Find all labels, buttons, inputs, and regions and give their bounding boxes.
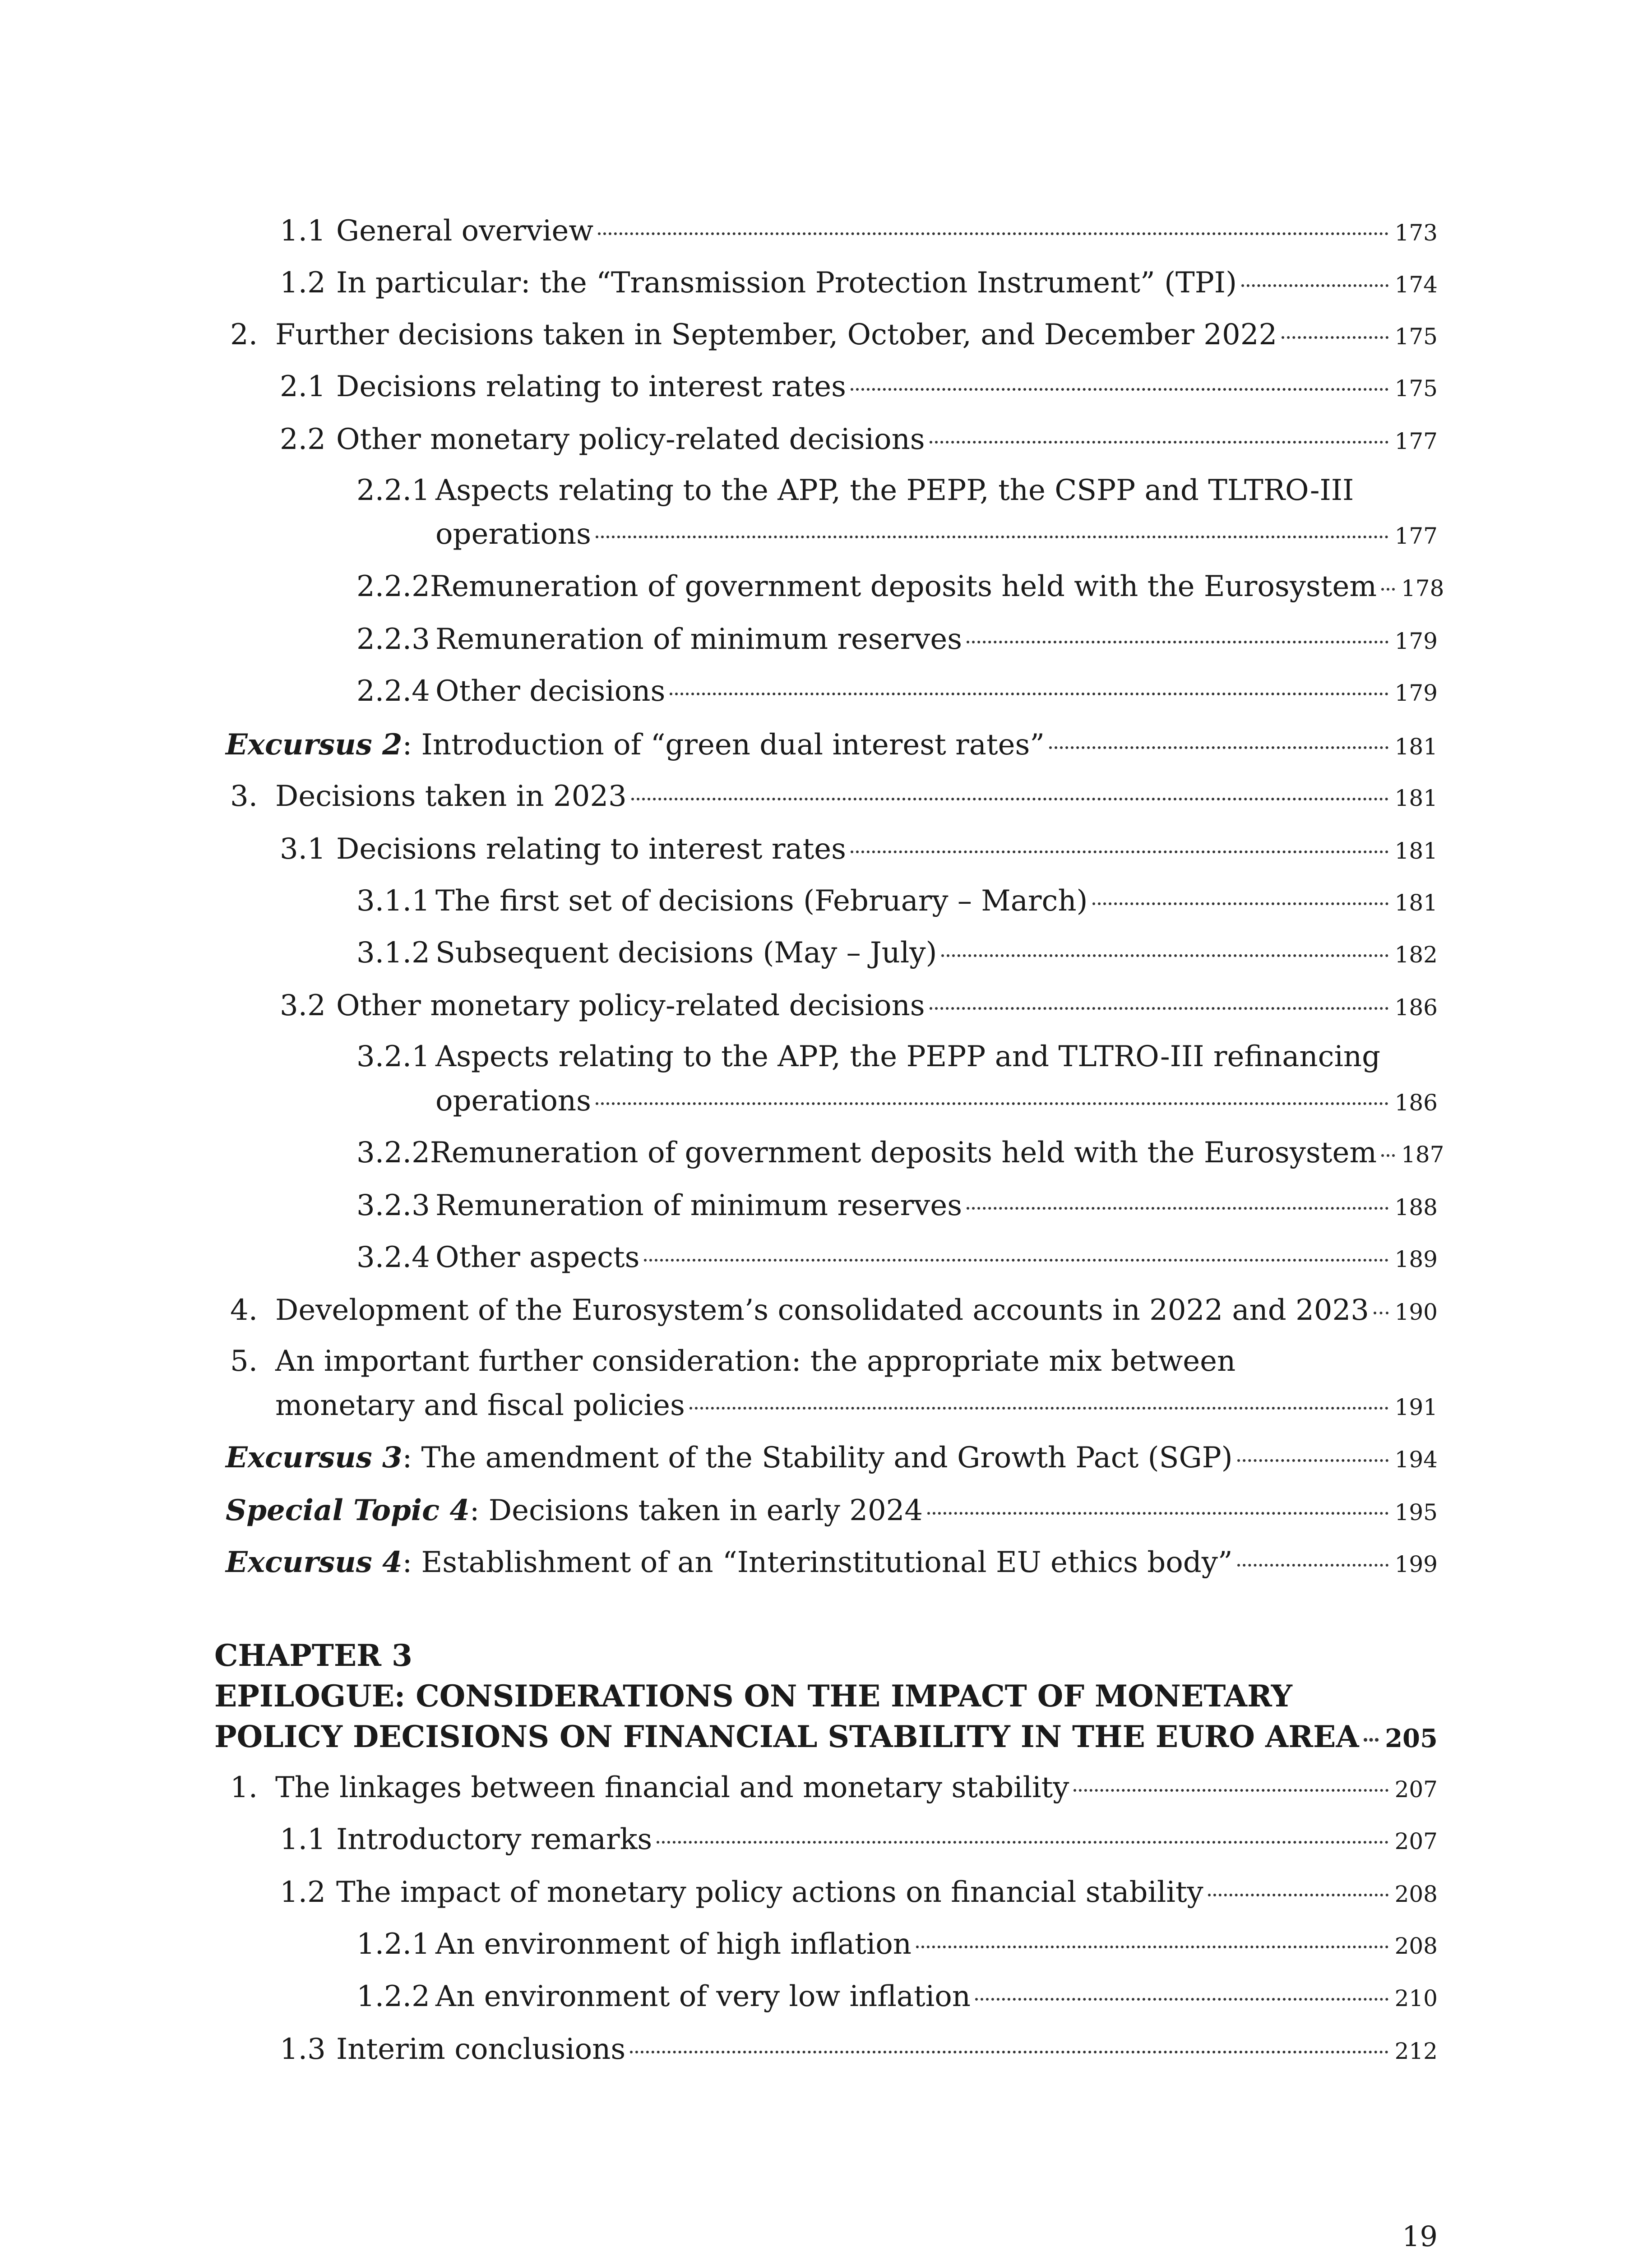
entry-title: In particular: the “Transmission Protection Instrument” (TPI)	[336, 266, 1237, 300]
entry-title: Introductory remarks	[336, 1823, 652, 1856]
entry-number: 3.	[230, 780, 258, 813]
entry-page: 191	[1394, 1394, 1438, 1420]
entry-title: The impact of monetary policy actions on financial stability	[336, 1876, 1203, 1909]
entry-title-line1: An important further consideration: the appropriate mix between	[275, 1345, 1236, 1378]
dot-leader	[927, 1512, 1388, 1515]
entry-page: 179	[1394, 628, 1438, 654]
entry-page: 212	[1394, 2038, 1438, 2064]
toc-entry	[230, 1294, 1438, 1327]
entry-page: 175	[1394, 375, 1438, 402]
entry-page: 189	[1394, 1246, 1438, 1272]
toc-entry	[280, 266, 1438, 300]
entry-title: Decisions relating to interest rates	[336, 370, 846, 403]
entry-title-line1: Aspects relating to the APP, the PEPP and TLTRO-III refinancing	[435, 1040, 1381, 1073]
toc-entry	[356, 884, 1438, 918]
entry-label: Excursus 4	[226, 1545, 403, 1579]
toc-entry-excursus	[226, 1441, 1438, 1475]
dot-leader	[644, 1259, 1388, 1262]
toc-entry	[356, 675, 1438, 708]
entry-title-line1: Aspects relating to the APP, the PEPP, the CSPP and TLTRO-III	[435, 474, 1354, 507]
entry-page: 177	[1394, 428, 1438, 454]
entry-title: Development of the Eurosystem’s consolidated accounts in 2022 and 2023	[275, 1294, 1369, 1327]
entry-title: Decisions relating to interest rates	[336, 832, 846, 866]
entry-number: 2.2.3	[356, 623, 430, 656]
dot-leader	[631, 798, 1388, 800]
entry-title: Further decisions taken in September, October, and December 2022	[275, 318, 1277, 351]
entry-number: 1.2.2	[356, 1980, 430, 2013]
dot-leader	[598, 232, 1388, 235]
entry-number: 2.2.4	[356, 675, 430, 708]
toc-entry-first-line	[356, 474, 1354, 507]
dot-leader	[596, 536, 1388, 538]
dot-leader	[916, 1946, 1388, 1948]
entry-title: : The amendment of the Stability and Growth Pact (SGP)	[402, 1441, 1233, 1475]
entry-page: 178	[1401, 575, 1444, 601]
entry-title: The first set of decisions (February – March)	[435, 884, 1088, 918]
entry-number: 4.	[230, 1294, 258, 1327]
entry-page: 208	[1394, 1933, 1438, 1959]
entry-title: General overview	[336, 214, 594, 248]
dot-leader	[1208, 1894, 1388, 1896]
toc-entry	[280, 1876, 1438, 1909]
dot-leader	[967, 641, 1388, 643]
toc-entry	[435, 518, 1438, 551]
entry-number: 1.	[230, 1771, 258, 1804]
entry-page: 210	[1394, 1985, 1438, 2011]
dot-leader	[930, 1007, 1388, 1010]
toc-entry-special-topic	[226, 1493, 1438, 1527]
entry-title: : Decisions taken in early 2024	[469, 1494, 923, 1527]
entry-title: monetary and fiscal policies	[275, 1389, 685, 1422]
entry-page: 181	[1394, 838, 1438, 864]
chapter-label: CHAPTER 3	[214, 1638, 412, 1673]
entry-page: 194	[1394, 1447, 1438, 1473]
entry-title: Remuneration of government deposits held with the Eurosystem	[430, 570, 1377, 603]
dot-leader	[975, 1998, 1388, 2001]
toc-entry	[435, 1084, 1438, 1118]
entry-number: 1.2.1	[356, 1928, 430, 1961]
chapter-page: 205	[1385, 1724, 1438, 1753]
dot-leader	[670, 693, 1388, 695]
toc-entry-excursus	[226, 728, 1438, 762]
toc-entry	[356, 1189, 1438, 1222]
entry-number: 3.2.1	[356, 1040, 430, 1073]
dot-leader	[851, 851, 1388, 853]
toc-entry-first-line	[356, 1040, 1380, 1073]
entry-number: 3.2.4	[356, 1241, 430, 1274]
entry-number: 2.2	[280, 423, 326, 456]
dot-leader	[596, 1102, 1388, 1105]
dot-leader	[1282, 336, 1388, 339]
entry-number: 1.1	[280, 1823, 326, 1856]
toc-entry	[230, 318, 1438, 351]
dot-leader	[1381, 588, 1395, 591]
toc-entry	[280, 423, 1438, 456]
dot-leader	[1092, 902, 1388, 905]
entry-page: 207	[1394, 1776, 1438, 1803]
toc-entry	[280, 2033, 1438, 2066]
entry-page: 207	[1394, 1828, 1438, 1854]
dot-leader	[689, 1407, 1388, 1410]
dot-leader	[1374, 1312, 1388, 1314]
entry-number: 1.2	[280, 1876, 326, 1909]
entry-title: An environment of very low inflation	[435, 1980, 971, 2013]
dot-leader	[1074, 1789, 1388, 1792]
entry-page: 187	[1401, 1142, 1444, 1168]
entry-title: Other monetary policy-related decisions	[336, 989, 925, 1022]
toc-entry	[230, 780, 1438, 813]
entry-title: Subsequent decisions (May – July)	[435, 936, 937, 970]
toc-entry	[280, 214, 1438, 248]
dot-leader	[967, 1207, 1388, 1210]
entry-number: 1.3	[280, 2033, 326, 2066]
toc-entry	[356, 1980, 1438, 2013]
entry-number: 3.2.2	[356, 1136, 430, 1170]
entry-title: Remuneration of minimum reserves	[435, 623, 963, 656]
toc-entry	[356, 1136, 1444, 1170]
entry-page: 186	[1394, 1090, 1438, 1116]
dot-leader	[1237, 1564, 1388, 1567]
dot-leader	[1241, 284, 1388, 287]
dot-leader	[630, 2051, 1388, 2053]
entry-page: 173	[1394, 220, 1438, 246]
toc-entry	[356, 936, 1438, 970]
entry-page: 181	[1394, 890, 1438, 916]
toc-entry	[230, 1771, 1438, 1804]
entry-number: 3.2.3	[356, 1189, 430, 1222]
entry-title: Remuneration of minimum reserves	[435, 1189, 963, 1222]
entry-title: operations	[435, 1084, 591, 1118]
entry-number: 3.1.1	[356, 884, 430, 918]
entry-number: 3.1.2	[356, 936, 430, 970]
entry-title: Interim conclusions	[336, 2033, 626, 2066]
entry-title: The linkages between financial and monetary stability	[275, 1771, 1069, 1804]
dot-leader	[1049, 746, 1388, 749]
entry-page: 186	[1394, 994, 1438, 1021]
entry-page: 174	[1394, 272, 1438, 298]
entry-title: An environment of high inflation	[435, 1928, 912, 1961]
entry-title: operations	[435, 518, 591, 551]
toc-entry	[356, 1928, 1438, 1961]
toc-entry-excursus	[226, 1545, 1438, 1579]
dot-leader	[1381, 1154, 1395, 1157]
toc-entry	[356, 1241, 1438, 1274]
entry-label: Excursus 2	[226, 728, 403, 762]
toc-entry-first-line	[230, 1345, 1236, 1378]
chapter-title-line2: POLICY DECISIONS ON FINANCIAL STABILITY IN THE EURO AREA	[214, 1719, 1359, 1754]
entry-number: 2.	[230, 318, 258, 351]
toc-entry	[280, 832, 1438, 866]
toc-entry	[280, 370, 1438, 403]
entry-number: 2.2.2	[356, 570, 430, 603]
entry-title: : Establishment of an “Interinstitutional EU ethics body”	[402, 1546, 1233, 1579]
entry-title: : Introduction of “green dual interest rates”	[402, 728, 1045, 762]
toc-entry	[280, 1823, 1438, 1856]
toc-entry	[275, 1389, 1438, 1422]
entry-page: 175	[1394, 324, 1438, 350]
entry-number: 3.2	[280, 989, 326, 1022]
entry-label: Special Topic 4	[226, 1493, 470, 1527]
toc-entry	[280, 989, 1438, 1022]
entry-number: 5.	[230, 1345, 258, 1378]
dot-leader	[930, 441, 1388, 444]
entry-page: 181	[1394, 785, 1438, 811]
dot-leader	[851, 388, 1388, 391]
entry-number: 2.2.1	[356, 474, 430, 507]
entry-page: 195	[1394, 1499, 1438, 1526]
entry-page: 181	[1394, 734, 1438, 760]
entry-title: Decisions taken in 2023	[275, 780, 627, 813]
page-number: 19	[1402, 2220, 1438, 2253]
entry-title: Other aspects	[435, 1241, 640, 1274]
entry-page: 177	[1394, 523, 1438, 549]
entry-number: 2.1	[280, 370, 326, 403]
chapter-title-entry	[214, 1719, 1438, 1754]
entry-title: Other decisions	[435, 675, 666, 708]
entry-page: 208	[1394, 1881, 1438, 1907]
entry-title: Remuneration of government deposits held with the Eurosystem	[430, 1136, 1377, 1170]
dot-leader	[941, 954, 1388, 957]
entry-page: 190	[1394, 1299, 1438, 1325]
toc-entry	[356, 623, 1438, 656]
dot-leader	[1237, 1459, 1388, 1462]
entry-number: 1.2	[280, 266, 326, 300]
entry-page: 199	[1394, 1551, 1438, 1577]
dot-leader	[657, 1841, 1388, 1844]
toc-entry	[356, 570, 1444, 603]
entry-number: 1.1	[280, 214, 326, 248]
entry-title: Other monetary policy-related decisions	[336, 423, 925, 456]
entry-number: 3.1	[280, 832, 326, 866]
dot-leader	[1364, 1738, 1379, 1742]
entry-label: Excursus 3	[226, 1441, 403, 1475]
entry-page: 179	[1394, 680, 1438, 706]
entry-page: 188	[1394, 1194, 1438, 1220]
entry-page: 182	[1394, 942, 1438, 968]
chapter-title-line1: EPILOGUE: CONSIDERATIONS ON THE IMPACT OF MONETARY	[214, 1678, 1292, 1714]
